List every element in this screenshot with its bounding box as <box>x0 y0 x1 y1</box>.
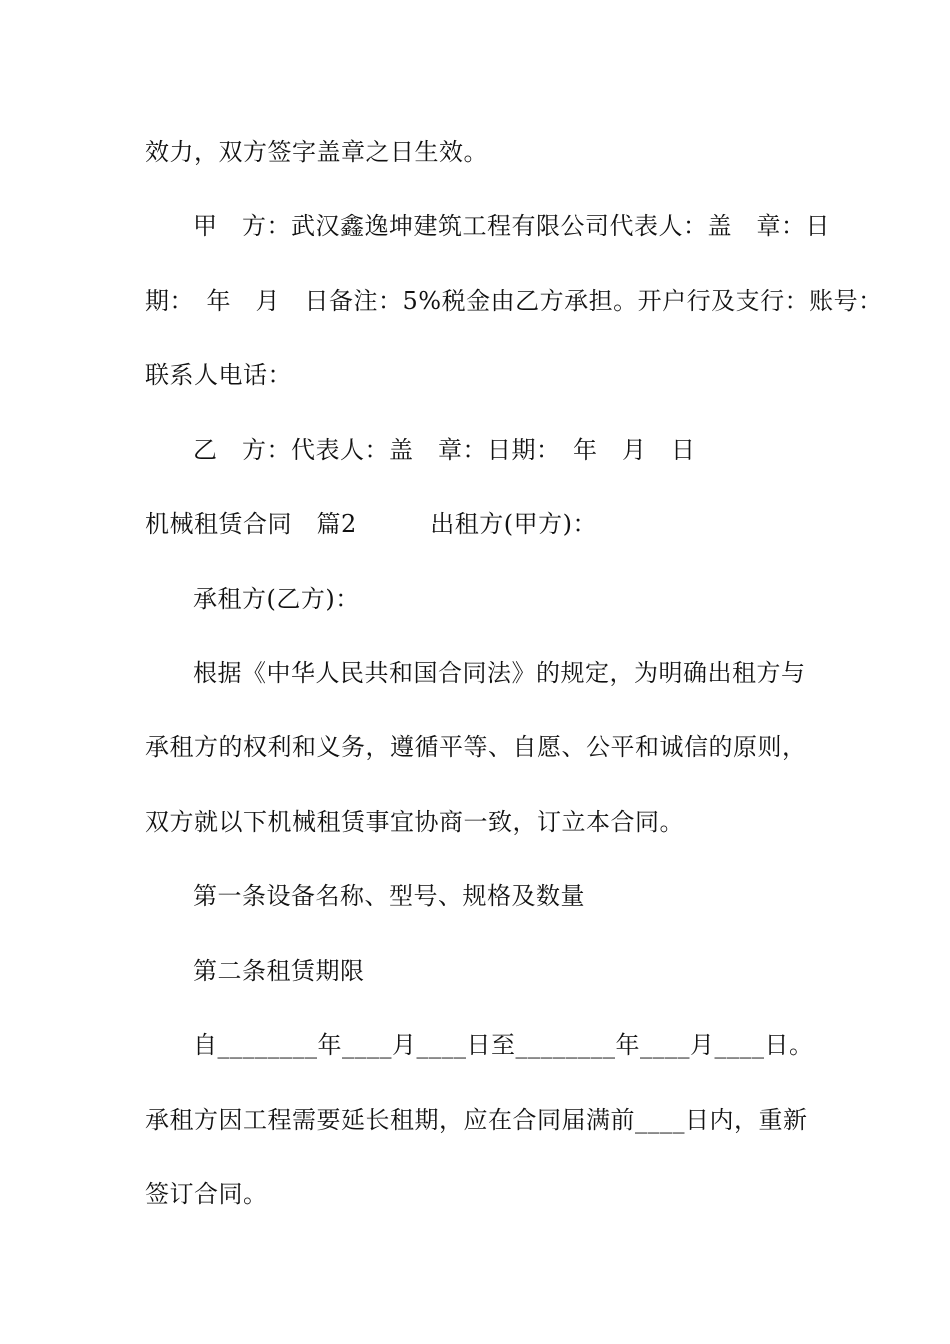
article-heading-1: 第一条设备名称、型号、规格及数量 <box>193 882 585 910</box>
text-line-extension-2: 签订合同。 <box>145 1180 268 1208</box>
text-line-contact-phone: 联系人电话： <box>145 361 292 389</box>
section-heading-contract-2: 机械租赁合同 篇2 出租方(甲方)： <box>145 510 597 538</box>
article-heading-2: 第二条租赁期限 <box>193 957 365 985</box>
text-line-party-a: 甲 方：武汉鑫逸坤建筑工程有限公司代表人：盖 章：日 <box>193 212 830 240</box>
text-line-legal-basis-3: 双方就以下机械租赁事宜协商一致，订立本合同。 <box>145 808 684 836</box>
text-line-effect-clause: 效力，双方签字盖章之日生效。 <box>145 138 488 166</box>
text-line-extension-1: 承租方因工程需要延长租期，应在合同届满前____日内，重新 <box>145 1106 808 1134</box>
text-line-legal-basis-1: 根据《中华人民共和国合同法》的规定，为明确出租方与 <box>193 659 806 687</box>
text-line-legal-basis-2: 承租方的权利和义务，遵循平等、自愿、公平和诚信的原则， <box>145 733 807 761</box>
text-line-party-b: 乙 方：代表人：盖 章：日期： 年 月 日 <box>193 436 696 464</box>
text-line-lease-period: 自________年____月____日至________年____月____日。 <box>193 1031 814 1059</box>
text-line-date-note: 期： 年 月 日备注：5%税金由乙方承担。开户行及支行：账号： <box>145 287 883 315</box>
text-line-lessee: 承租方(乙方)： <box>193 585 360 613</box>
